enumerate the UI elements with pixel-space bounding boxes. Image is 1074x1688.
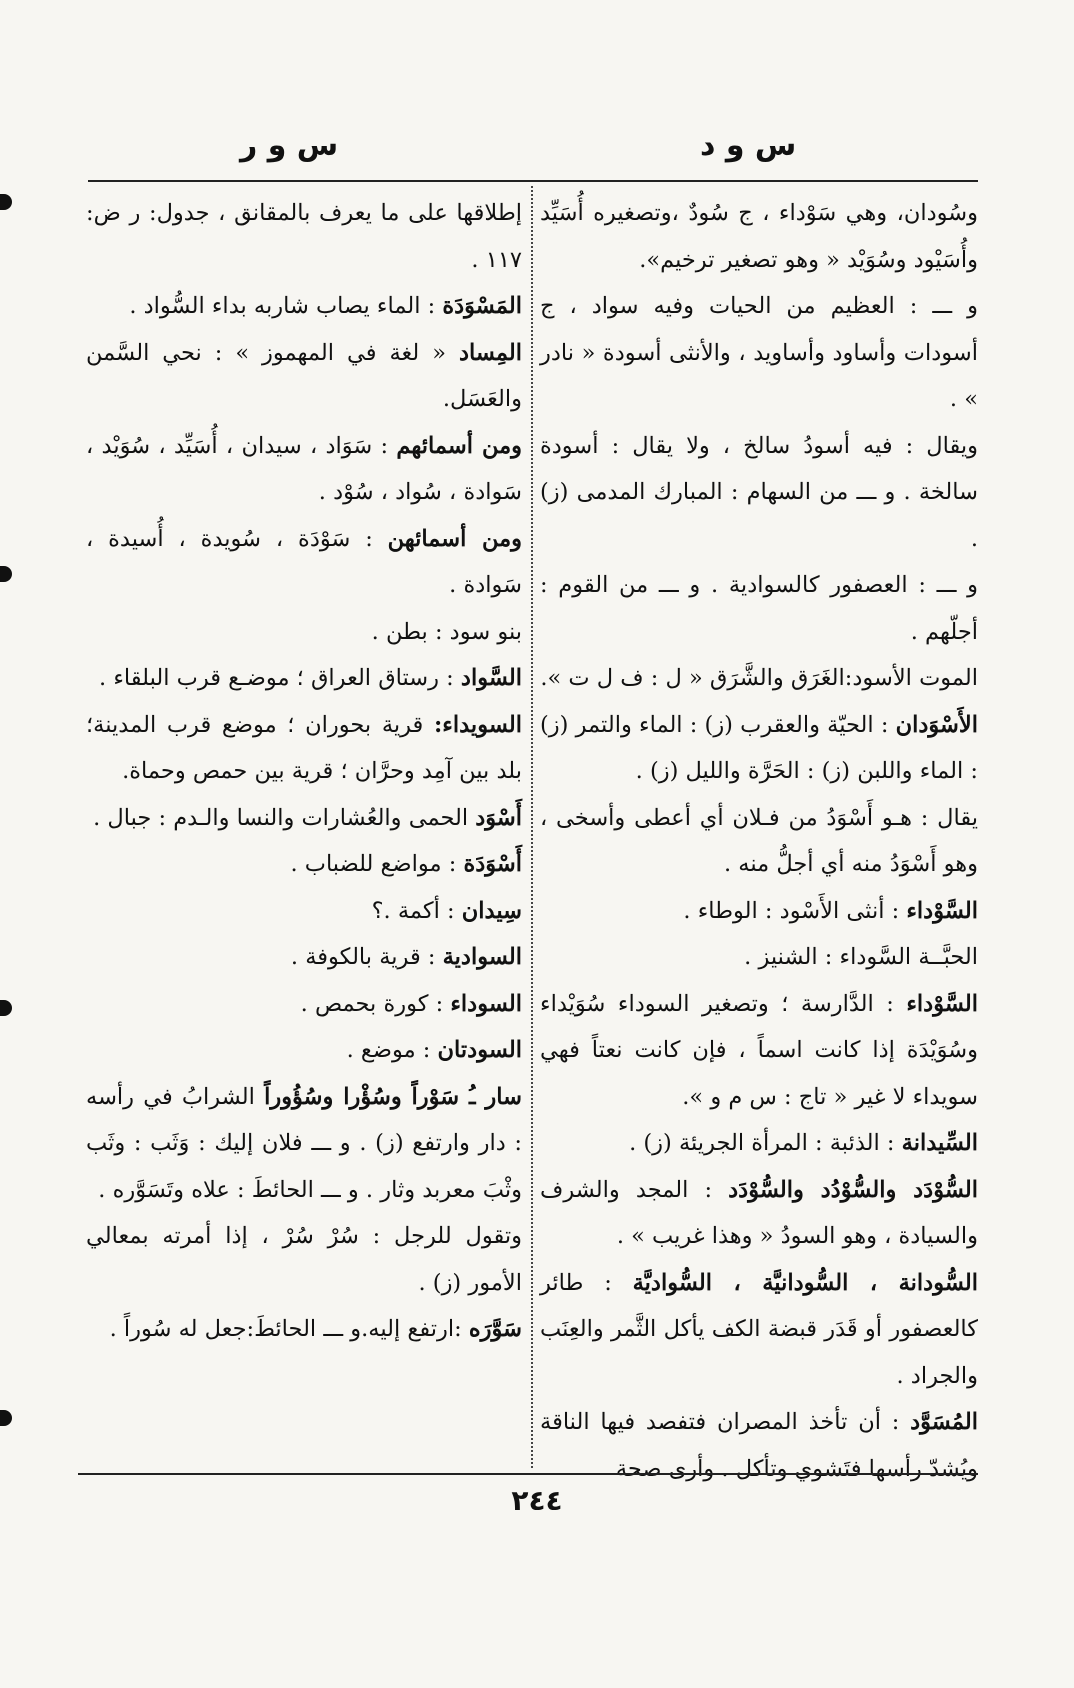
entry-text: و ـــ : العصفور كالسوادية . و ـــ من القوم : أجلّهم . — [540, 572, 978, 645]
entry-text: : أن تأخذ المصران فتفصد فيها الناقة ويُشدّ رأسها فتَشوي وتأكل . وأرى صحة — [540, 1409, 978, 1482]
margin-mark — [0, 194, 12, 210]
entry-paragraph — [540, 981, 978, 1121]
entry-paragraph — [540, 795, 978, 888]
entry-paragraph — [86, 190, 522, 283]
entry-paragraph — [540, 1260, 978, 1400]
entry-text: : الحيّة والعقرب (ز) : الماء والتمر (ز) : الماء واللبن (ز) : الحَرَّة والليل (ز) . — [540, 711, 978, 784]
entry-paragraph — [86, 1306, 522, 1353]
page-number: ٢٤٤ — [511, 1484, 563, 1517]
entry-paragraph — [86, 1074, 522, 1214]
entry-text: : مواضع للضباب . — [290, 851, 464, 877]
headword: أَسْوَدَة — [463, 851, 522, 877]
headword: السوادية — [442, 944, 522, 970]
entry-paragraph — [86, 1213, 522, 1306]
entry-text: : الدَّارسة ؛ وتصغير السوداء سُوَيْداء وسُوَيْدَة إذا كانت اسماً ، فإن كانت نعتاً فهي سويداء لا غير « تاج : س م و ». — [540, 990, 978, 1110]
entry-paragraph — [86, 841, 522, 888]
headword: السَّوْداء — [906, 990, 978, 1017]
margin-mark — [0, 566, 12, 582]
entry-paragraph — [540, 1120, 978, 1167]
entry-text: : الماء يصاب شاربه بداء السُّواد . — [129, 293, 443, 319]
entry-text: الحمى والعُشارات والنسا والـدم : جبال . — [93, 804, 476, 831]
entry-text: : أنثى الأَسْود : الوطاء . — [683, 897, 907, 924]
headword: المَسْوَدَة — [442, 293, 522, 319]
entry-paragraph — [86, 516, 522, 609]
headword: المُسَوَّد — [910, 1409, 978, 1435]
entry-text: : طائر كالعصفور أو قَدَر قبضة الكف يأكل الثَّمر والعِنَب والجراد . — [540, 1269, 978, 1389]
column-divider — [531, 186, 533, 1468]
headword: المِساد — [458, 339, 522, 366]
entry-paragraph — [540, 562, 978, 655]
entry-text: يقال : هـو أَسْوَدُ من فـلان أي أعطى وأسخى ، وهو أَسْوَدُ منه أي أجلُّ منه . — [540, 804, 978, 877]
header-root-right: س و د — [700, 128, 797, 163]
entry-paragraph — [86, 795, 522, 842]
headword: الأَسْوَدان — [895, 711, 978, 738]
margin-mark — [0, 1000, 12, 1016]
headword: سَوَّرَه — [468, 1316, 522, 1342]
entry-paragraph — [540, 702, 978, 795]
entry-text: : كورة بحمص . — [300, 990, 451, 1017]
headword: ومن أسمائهم — [396, 432, 522, 459]
entry-text: : أكمة .؟ — [371, 897, 462, 924]
headword: السَّوْداء — [906, 897, 978, 924]
headword: السودتان — [437, 1037, 522, 1063]
entry-paragraph — [86, 888, 522, 935]
entry-paragraph — [86, 702, 522, 795]
header-root-left: س و ر — [240, 128, 339, 163]
headword: أَسْوَد — [475, 804, 522, 831]
entry-paragraph — [86, 981, 522, 1028]
entry-paragraph — [540, 934, 978, 981]
entry-paragraph — [86, 423, 522, 516]
entry-text: : المجد والشرف والسيادة ، وهو السودُ « وهذا غريب » . — [540, 1176, 978, 1249]
left-column — [86, 190, 522, 1353]
headword: سار ـُ سَوْراً وسُؤْرا وسُؤُوراً — [264, 1083, 523, 1110]
headword: السويداء: — [433, 711, 522, 738]
headword: السُّوْدَد والسُّوْدُد والسُّوْدَد — [728, 1176, 978, 1203]
entry-paragraph — [86, 609, 522, 656]
entry-text: الموت الأسود:الغَرَق والشَّرَق « ل : ف ل ت ». — [540, 665, 978, 691]
entry-text: :ارتفع إليه.و ـــ الحائطَ:جعل له سُوراً . — [109, 1316, 469, 1342]
entry-paragraph — [86, 655, 522, 702]
entry-text: : قرية بالكوفة . — [290, 944, 443, 970]
headword: السوداء — [450, 990, 522, 1017]
entry-text: الحبَّــة السَّوداء : الشنيز . — [744, 944, 978, 970]
entry-text: و ـــ : العظيم من الحيات وفيه سواد ، ج أسودات وأساود وأساويد ، والأنثى أسودة « نادر » . — [540, 293, 978, 412]
entry-text: وسُودان، وهي سَوْداء ، ج سُودٌ ،وتصغيره أُسَيِّد وأُسَيْود وسُوَيْد « وهو تصغير ترخيم». — [540, 200, 978, 273]
entry-paragraph — [540, 283, 978, 423]
entry-text: « لغة في المهموز » : نحي السَّمن والعَسَل. — [86, 339, 522, 412]
entry-text: ويقال : فيه أسودُ سالخ ، ولا يقال : أسودة سالخة . و ـــ من السهام : المبارك المدمى (ز) . — [540, 432, 978, 552]
entry-text: بنو سود : بطن . — [371, 618, 522, 645]
entry-text: إطلاقها على ما يعرف بالمقانق ، جدول: ر ض: ١١٧ . — [86, 200, 522, 273]
entry-text: وتقول للرجل : سُرْ سُرْ ، إذا أمرته بمعالي الأمور (ز) . — [86, 1223, 522, 1296]
entry-paragraph — [540, 1399, 978, 1492]
right-column — [540, 190, 978, 1492]
entry-paragraph — [86, 934, 522, 981]
entry-paragraph — [540, 190, 978, 283]
headword: السُّودانة ، السُّودانيَّة ، السُّواديَّة — [632, 1269, 979, 1296]
entry-paragraph — [86, 1027, 522, 1074]
headword: السَّواد — [460, 665, 522, 691]
entry-text: : موضع . — [346, 1037, 438, 1063]
headword: السِّيدانة — [901, 1130, 978, 1156]
entry-paragraph — [540, 1167, 978, 1260]
entry-text: : رستاق العراق ؛ موضـع قرب البلقاء . — [99, 665, 461, 691]
entry-text: : سَوَاد ، سيدان ، أُسَيِّد ، سُوَيْد ، سَوادة ، سُواد ، سُوْد . — [86, 432, 522, 505]
entry-text: الشرابُ في رأسه : دار وارتفع (ز) . و ـــ فلان إليك : وَثَب : وثَب وثْبَ معربد وثار . و ـــ الحائطَ : علاه وتَسَوَّره . — [86, 1083, 522, 1203]
entry-paragraph — [540, 655, 978, 702]
entry-text: : الذئبة : المرأة الجريئة (ز) . — [629, 1130, 902, 1156]
bottom-rule — [78, 1473, 978, 1475]
entry-paragraph — [86, 283, 522, 330]
margin-mark — [0, 1410, 12, 1426]
headword: سِيدان — [461, 897, 522, 924]
entry-paragraph — [540, 423, 978, 563]
entry-paragraph — [86, 330, 522, 423]
entry-text: : سَوْدَة ، سُويدة ، أُسيدة ، سَوادة . — [86, 525, 522, 598]
headword: ومن أسمائهن — [387, 525, 523, 552]
entry-paragraph — [540, 888, 978, 935]
top-rule — [88, 180, 978, 182]
entry-text: قرية بحوران ؛ موضع قرب المدينة؛ بلد بين آمِد وحرَّان ؛ قرية بين حمص وحماة. — [86, 711, 522, 784]
